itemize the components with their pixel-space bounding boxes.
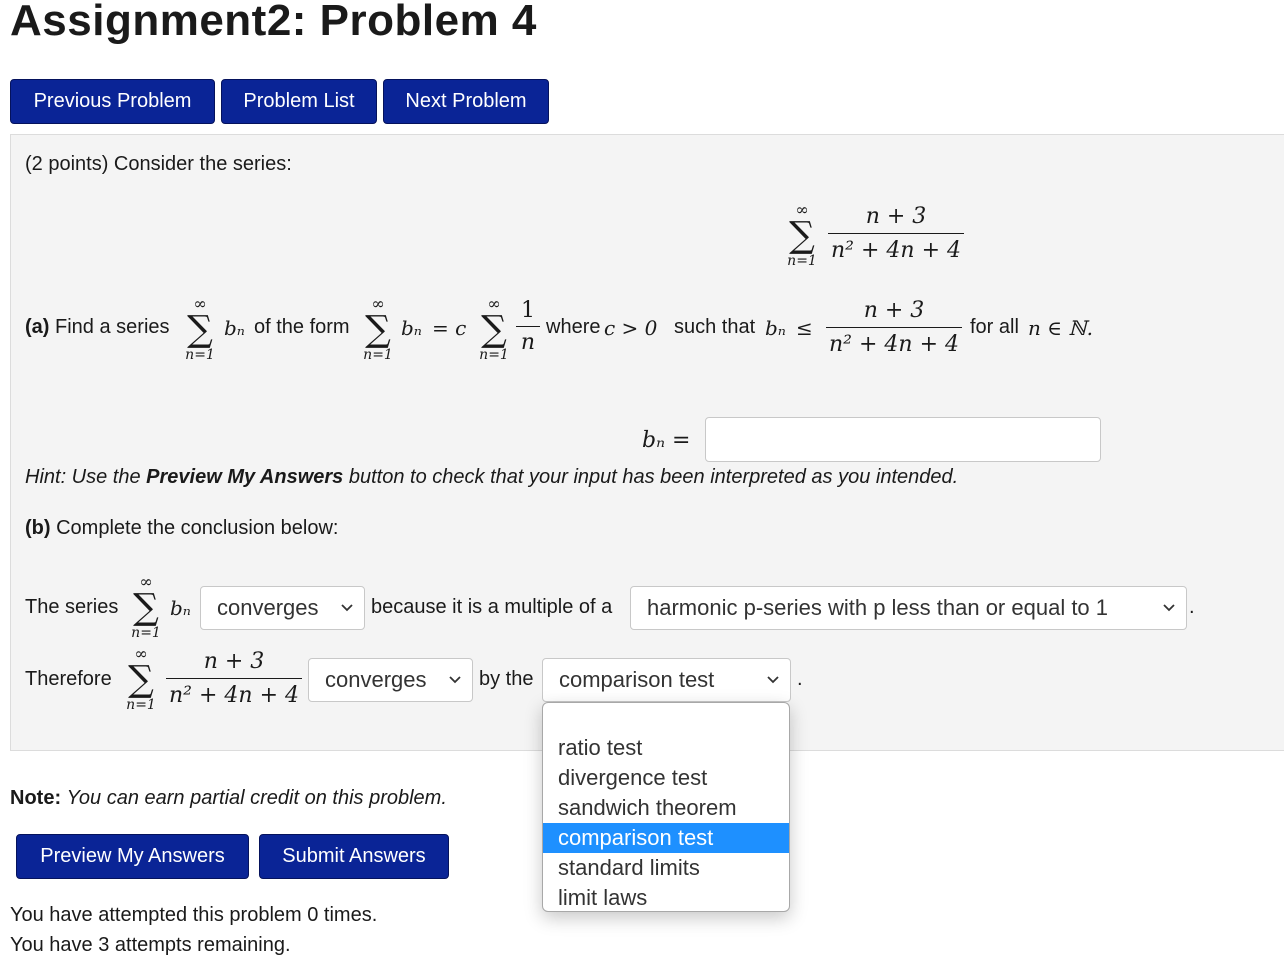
sum-lower-limit: n=1 (131, 625, 161, 641)
fraction-numerator: n + 3 (863, 298, 925, 323)
chevron-down-icon (766, 673, 780, 687)
bn-symbol: bₙ (224, 316, 245, 340)
option-divergence-test[interactable]: divergence test (558, 765, 708, 790)
fraction-bar (166, 678, 302, 679)
bn-answer-input[interactable] (705, 417, 1101, 462)
sigma-icon: ∑ (128, 659, 154, 700)
note-text: You can earn partial credit on this problem. (66, 787, 447, 809)
leq-symbol: ≤ (796, 316, 813, 340)
sum-upper-limit: ∞ (487, 294, 501, 313)
sum-lower-limit: n=1 (185, 347, 215, 363)
select-value: comparison test (559, 667, 715, 692)
sigma-icon: ∑ (187, 309, 213, 350)
c-condition: c > 0 (604, 316, 658, 340)
part-a-sum1 (178, 296, 222, 362)
sum-upper-limit: ∞ (134, 644, 148, 663)
test-select-dropdown (542, 702, 790, 912)
page-title: Assignment2: Problem 4 (10, 0, 537, 45)
part-b-fraction (164, 649, 304, 708)
note-label: Note: (10, 787, 62, 809)
numerator-one: 1 (521, 298, 535, 323)
fraction-bar (828, 233, 964, 234)
problem-intro: (2 points) Consider the series: (25, 153, 292, 175)
option-comparison-test[interactable]: comparison test (543, 823, 789, 853)
option-standard-limits[interactable]: standard limits (558, 855, 700, 880)
line2-end: . (797, 668, 803, 690)
fraction-numerator: n + 3 (203, 649, 265, 674)
series-denominator: n² + 4n + 4 (831, 238, 961, 263)
sum-upper-limit: ∞ (795, 200, 809, 219)
one-over-n (516, 298, 540, 355)
previous-problem-button[interactable]: Previous Problem (10, 79, 215, 124)
fraction-denominator: n² + 4n + 4 (169, 683, 299, 708)
line2-prefix: Therefore (25, 668, 112, 690)
part-a-sum3 (472, 296, 516, 362)
sum-lower-limit: n=1 (126, 697, 156, 713)
line1-mid: because it is a multiple of a (371, 596, 613, 618)
answer-label: bₙ = (642, 428, 691, 453)
series-numerator: n + 3 (865, 204, 927, 229)
sigma-icon: ∑ (133, 587, 159, 628)
attempts-text: You have attempted this problem 0 times. (10, 904, 378, 926)
sum-lower-limit: n=1 (363, 347, 393, 363)
sum-upper-limit: ∞ (371, 294, 385, 313)
bn-symbol: bₙ (765, 316, 786, 340)
fraction-bar (826, 327, 962, 328)
part-a-text4: such that (674, 316, 756, 338)
equals-c: = c (432, 316, 467, 340)
line1-end: . (1189, 596, 1195, 618)
convergence-select-2[interactable] (308, 658, 473, 702)
part-a-fraction (824, 298, 964, 357)
sum-lower-limit: n=1 (479, 347, 509, 363)
part-b-label: (b) (25, 517, 51, 539)
bn-symbol: bₙ (170, 596, 191, 620)
fraction-bar (516, 326, 540, 327)
chevron-down-icon (448, 673, 462, 687)
line2-mid: by the (479, 668, 534, 690)
note (10, 787, 447, 810)
series-sum (782, 202, 822, 268)
part-a-text2: of the form (254, 316, 350, 338)
option-ratio-test[interactable]: ratio test (558, 735, 643, 760)
part-b-sum1 (124, 574, 168, 640)
denominator-n: n (520, 330, 536, 355)
option-limit-laws[interactable]: limit laws (558, 885, 648, 910)
select-value: converges (325, 667, 427, 692)
line1-prefix: The series (25, 596, 119, 618)
part-b-text: Complete the conclusion below: (56, 517, 339, 539)
bn-symbol: bₙ (401, 316, 422, 340)
part-a-text5: for all (970, 316, 1019, 338)
sigma-icon: ∑ (365, 309, 391, 350)
next-problem-button[interactable]: Next Problem (383, 79, 549, 124)
hint-prefix: Hint: Use the (25, 466, 147, 488)
part-a-text3: where (546, 316, 601, 338)
natural-numbers: n ∈ ℕ. (1028, 316, 1094, 340)
select-value: harmonic p-series with p less than or equal to 1 (647, 595, 1109, 620)
preview-answers-button[interactable]: Preview My Answers (16, 834, 249, 879)
sum-upper-limit: ∞ (193, 294, 207, 313)
option-sandwich-theorem[interactable]: sandwich theorem (558, 795, 737, 820)
part-a-text1: Find a series (55, 316, 170, 338)
part-b-sum2 (119, 646, 163, 712)
fraction-denominator: n² + 4n + 4 (829, 332, 959, 357)
problem-list-button[interactable]: Problem List (221, 79, 377, 124)
submit-answers-button[interactable]: Submit Answers (259, 834, 449, 879)
sigma-icon: ∑ (789, 215, 815, 256)
chevron-down-icon (340, 601, 354, 615)
sigma-icon: ∑ (481, 309, 507, 350)
test-select[interactable] (542, 658, 791, 702)
chevron-down-icon (1162, 601, 1176, 615)
hint-suffix: button to check that your input has been interpreted as you intended. (343, 466, 959, 488)
sum-lower-limit: n=1 (787, 253, 817, 269)
select-value: converges (217, 595, 319, 620)
hint-bold: Preview My Answers (146, 466, 344, 488)
series-fraction (826, 204, 966, 263)
part-b-heading (25, 517, 339, 540)
remaining-text: You have 3 attempts remaining. (10, 934, 291, 956)
part-a-label: (a) (25, 316, 50, 338)
part-a-line (25, 316, 170, 339)
series-type-select[interactable] (630, 586, 1187, 630)
hint-text (25, 466, 958, 489)
sum-upper-limit: ∞ (139, 572, 153, 591)
part-a-sum2 (356, 296, 400, 362)
convergence-select-1[interactable] (200, 586, 365, 630)
